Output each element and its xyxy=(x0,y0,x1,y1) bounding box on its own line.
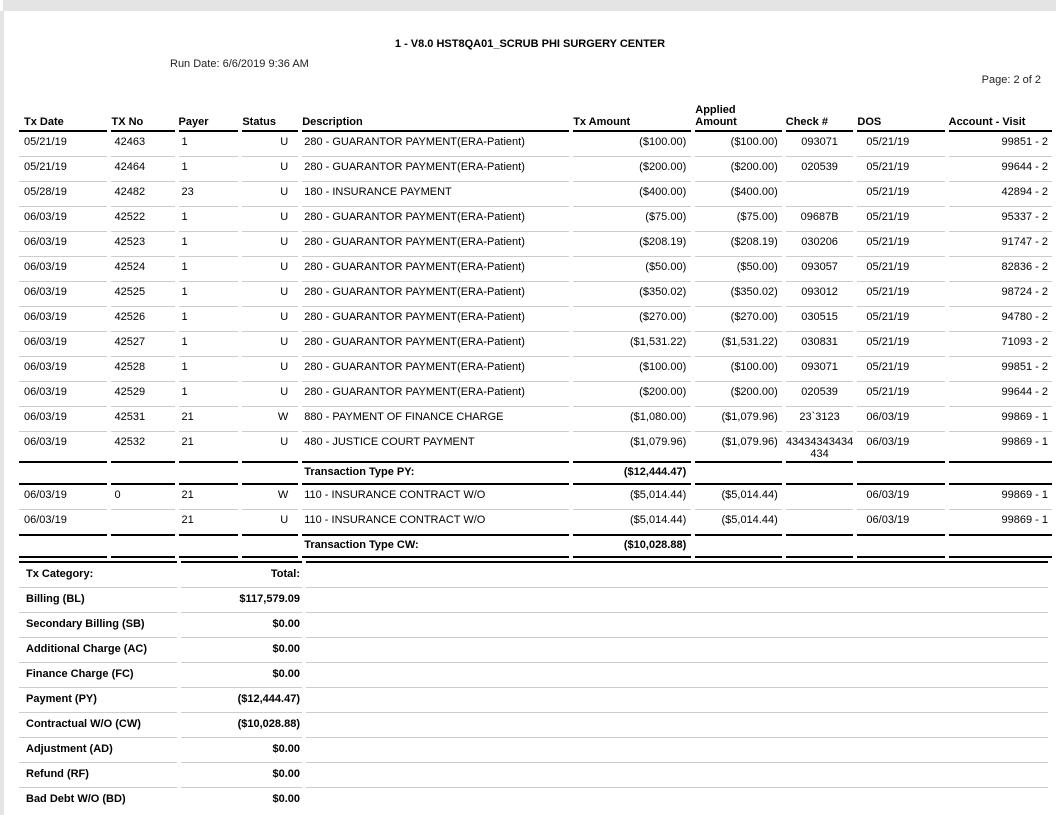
cell-account: 99869 - 1 xyxy=(1001,436,1048,448)
cell-status: U xyxy=(280,436,289,448)
cell-account: 99851 - 2 xyxy=(949,357,1052,382)
cell-applied: ($1,079.96) xyxy=(695,407,781,432)
cell-check: 23`3123 xyxy=(786,407,854,432)
cell-tx_date: 06/03/19 xyxy=(19,407,107,432)
transaction-row xyxy=(19,510,1052,534)
cell-payer: 1 xyxy=(179,382,239,407)
cell-tx_no: 42527 xyxy=(111,332,174,357)
cell-applied: ($50.00) xyxy=(695,257,781,282)
cell-payer: 1 xyxy=(179,207,239,232)
summary-category-value: $0.00 xyxy=(181,663,302,688)
cell-dos: 06/03/19 xyxy=(866,514,910,526)
cell-dos: 05/21/19 xyxy=(857,257,944,282)
window-corner-notch xyxy=(0,0,3,11)
cell-account: 95337 - 2 xyxy=(949,207,1052,232)
cell-tx_amount: ($350.02) xyxy=(573,282,691,307)
column-header-payer: Payer xyxy=(179,104,239,132)
cell-tx_no: 42529 xyxy=(111,382,174,407)
column-header-tx_no: TX No xyxy=(111,104,174,132)
cell-account: 94780 - 2 xyxy=(949,307,1052,332)
cell-tx_amount: ($200.00) xyxy=(573,157,691,182)
summary-category-label: Refund (RF) xyxy=(19,763,177,788)
summary-row xyxy=(19,738,1048,763)
cell-payer: 1 xyxy=(179,132,239,157)
cell-tx_no: 42482 xyxy=(111,182,174,207)
summary-row xyxy=(19,638,1048,663)
cell-empty xyxy=(242,534,298,558)
cell-description: 280 - GUARANTOR PAYMENT(ERA-Patient) xyxy=(302,132,569,157)
summary-category-label: Bad Debt W/O (BD) xyxy=(26,793,126,805)
summary-row xyxy=(19,788,1048,812)
cell-tx_date: 06/03/19 xyxy=(19,307,107,332)
cell-account: 99869 - 1 xyxy=(949,485,1052,510)
summary-category-value: $0.00 xyxy=(181,763,302,788)
cell-dos: 05/21/19 xyxy=(857,207,944,232)
summary-row-filler xyxy=(306,688,1048,713)
cell-status: U xyxy=(242,207,298,232)
transaction-row xyxy=(19,207,1052,232)
summary-category-label: Contractual W/O (CW) xyxy=(19,713,177,738)
cell-empty xyxy=(111,461,174,485)
transaction-row xyxy=(19,182,1052,207)
cell-dos: 05/21/19 xyxy=(857,157,944,182)
cell-empty xyxy=(786,534,854,558)
summary-category-label: Billing (BL) xyxy=(19,588,177,613)
column-header-status: Status xyxy=(242,104,298,132)
cell-dos: 05/21/19 xyxy=(857,307,944,332)
cell-tx_amount: ($1,080.00) xyxy=(573,407,691,432)
cell-account: 99644 - 2 xyxy=(949,157,1052,182)
cell-check: 093071 xyxy=(786,132,854,157)
summary-row xyxy=(19,688,1048,713)
cell-description: 280 - GUARANTOR PAYMENT(ERA-Patient) xyxy=(302,207,569,232)
cell-status: U xyxy=(242,182,298,207)
cell-tx_amount: ($50.00) xyxy=(573,257,691,282)
cell-tx_date: 05/21/19 xyxy=(19,132,107,157)
cell-empty xyxy=(786,461,854,485)
cell-status: U xyxy=(242,282,298,307)
cell-account: 71093 - 2 xyxy=(949,332,1052,357)
cell-status: U xyxy=(242,132,298,157)
cell-check: 030831 xyxy=(786,332,854,357)
cell-tx_amount: ($5,014.44) xyxy=(573,485,691,510)
transaction-type-total-amount: ($10,028.88) xyxy=(573,534,691,558)
summary-header-category: Tx Category: xyxy=(19,561,177,588)
cell-check: 093071 xyxy=(786,357,854,382)
cell-tx_no: 42532 xyxy=(114,436,146,448)
transaction-row xyxy=(19,382,1052,407)
cell-dos: 06/03/19 xyxy=(866,436,910,448)
cell-tx_date: 06/03/19 xyxy=(19,332,107,357)
transaction-row xyxy=(19,132,1052,157)
cell-dos: 06/03/19 xyxy=(857,407,944,432)
cell-empty xyxy=(111,534,174,558)
cell-tx_amount: ($208.19) xyxy=(573,232,691,257)
cell-empty xyxy=(179,534,239,558)
transaction-type-total-amount: ($12,444.47) xyxy=(573,461,691,485)
cell-tx_date: 05/21/19 xyxy=(19,157,107,182)
transaction-row xyxy=(19,307,1052,332)
cell-status: U xyxy=(242,307,298,332)
cell-tx_amount: ($400.00) xyxy=(573,182,691,207)
cell-description: 280 - GUARANTOR PAYMENT(ERA-Patient) xyxy=(302,232,569,257)
cell-status: U xyxy=(280,514,289,526)
cell-tx_no: 42531 xyxy=(111,407,174,432)
report-page xyxy=(4,11,1056,815)
transaction-type-total-row xyxy=(19,534,1052,558)
cell-dos: 05/21/19 xyxy=(857,382,944,407)
column-header-tx_date: Tx Date xyxy=(19,104,107,132)
summary-row xyxy=(19,713,1048,738)
cell-payer: 21 xyxy=(181,436,194,448)
summary-row xyxy=(19,613,1048,638)
cell-tx_no: 42522 xyxy=(111,207,174,232)
cell-applied: ($5,014.44) xyxy=(721,514,778,526)
run-date-label: Run Date: 6/6/2019 9:36 AM xyxy=(170,58,309,70)
cell-empty xyxy=(695,534,781,558)
cell-dos: 05/21/19 xyxy=(857,182,944,207)
cell-description: 480 - JUSTICE COURT PAYMENT xyxy=(304,436,475,448)
cell-payer: 1 xyxy=(179,257,239,282)
cell-applied: ($100.00) xyxy=(695,132,781,157)
cell-tx_amount: ($1,079.96) xyxy=(630,436,687,448)
cell-account: 99869 - 1 xyxy=(949,407,1052,432)
summary-header-filler xyxy=(306,561,1048,588)
cell-check: 020539 xyxy=(786,157,854,182)
cell-applied: ($1,079.96) xyxy=(721,436,778,448)
cell-check xyxy=(786,510,854,534)
cell-account: 99644 - 2 xyxy=(949,382,1052,407)
summary-row-filler xyxy=(306,788,1048,812)
cell-dos: 06/03/19 xyxy=(857,485,944,510)
cell-payer: 1 xyxy=(179,332,239,357)
summary-category-label: Adjustment (AD) xyxy=(19,738,177,763)
cell-description: 280 - GUARANTOR PAYMENT(ERA-Patient) xyxy=(302,382,569,407)
cell-account: 99851 - 2 xyxy=(949,132,1052,157)
cell-tx_date: 06/03/19 xyxy=(24,514,67,526)
cell-tx_no: 0 xyxy=(111,485,174,510)
cell-tx_no: 42463 xyxy=(111,132,174,157)
cell-check: 43434343434434 xyxy=(785,436,854,460)
cell-applied: ($200.00) xyxy=(695,382,781,407)
summary-row xyxy=(19,663,1048,688)
cell-tx_date: 06/03/19 xyxy=(19,485,107,510)
column-header-tx_amount: Tx Amount xyxy=(573,104,691,132)
cell-tx_no: 42523 xyxy=(111,232,174,257)
cell-payer: 1 xyxy=(179,307,239,332)
cell-applied: ($350.02) xyxy=(695,282,781,307)
cell-description: 280 - GUARANTOR PAYMENT(ERA-Patient) xyxy=(302,307,569,332)
cell-check: 030206 xyxy=(786,232,854,257)
cell-description: 280 - GUARANTOR PAYMENT(ERA-Patient) xyxy=(302,357,569,382)
cell-payer: 1 xyxy=(179,232,239,257)
cell-applied: ($100.00) xyxy=(695,357,781,382)
cell-applied: ($270.00) xyxy=(695,307,781,332)
cell-tx_date: 06/03/19 xyxy=(19,257,107,282)
summary-row-filler xyxy=(306,588,1048,613)
cell-empty xyxy=(19,461,107,485)
cell-tx_amount: ($270.00) xyxy=(573,307,691,332)
cell-description: 180 - INSURANCE PAYMENT xyxy=(302,182,569,207)
transactions-table-header xyxy=(19,104,1052,132)
cell-description: 110 - INSURANCE CONTRACT W/O xyxy=(304,514,486,526)
cell-tx_amount: ($100.00) xyxy=(573,132,691,157)
cell-dos: 05/21/19 xyxy=(857,357,944,382)
summary-category-label: Finance Charge (FC) xyxy=(19,663,177,688)
cell-empty xyxy=(857,534,944,558)
column-header-applied: Applied Amount xyxy=(695,104,781,132)
cell-check: 030515 xyxy=(786,307,854,332)
cell-check: 09687B xyxy=(786,207,854,232)
summary-header-row xyxy=(19,561,1048,588)
cell-payer: 21 xyxy=(181,514,194,526)
cell-status: U xyxy=(242,257,298,282)
cell-description: 280 - GUARANTOR PAYMENT(ERA-Patient) xyxy=(302,282,569,307)
cell-empty xyxy=(695,461,781,485)
transaction-row xyxy=(19,357,1052,382)
transactions-table xyxy=(15,104,1056,558)
cell-check xyxy=(786,485,854,510)
cell-empty xyxy=(949,534,1052,558)
cell-tx_amount: ($100.00) xyxy=(573,357,691,382)
cell-status: U xyxy=(242,157,298,182)
transaction-row xyxy=(19,407,1052,432)
cell-check: 093012 xyxy=(786,282,854,307)
column-header-check: Check # xyxy=(786,104,854,132)
cell-account: 82836 - 2 xyxy=(949,257,1052,282)
cell-description: 280 - GUARANTOR PAYMENT(ERA-Patient) xyxy=(302,332,569,357)
transaction-row xyxy=(19,257,1052,282)
cell-tx_date: 06/03/19 xyxy=(19,382,107,407)
cell-payer: 1 xyxy=(179,157,239,182)
summary-row-filler xyxy=(306,738,1048,763)
cell-dos: 05/21/19 xyxy=(857,132,944,157)
summary-row-filler xyxy=(306,713,1048,738)
cell-applied: ($200.00) xyxy=(695,157,781,182)
cell-tx_no: 42524 xyxy=(111,257,174,282)
column-header-dos: DOS xyxy=(857,104,944,132)
page-number-label: Page: 2 of 2 xyxy=(981,74,1041,86)
cell-applied: ($1,531.22) xyxy=(695,332,781,357)
cell-dos: 05/21/19 xyxy=(857,232,944,257)
cell-account: 99869 - 1 xyxy=(1001,514,1048,526)
summary-row xyxy=(19,588,1048,613)
transaction-row xyxy=(19,157,1052,182)
summary-category-value: $0.00 xyxy=(272,793,300,805)
transaction-row xyxy=(19,282,1052,307)
summary-category-value: $117,579.09 xyxy=(181,588,302,613)
summary-row-filler xyxy=(306,638,1048,663)
cell-tx_no: 42528 xyxy=(111,357,174,382)
column-header-account: Account - Visit xyxy=(949,104,1052,132)
summary-category-value: ($12,444.47) xyxy=(181,688,302,713)
cell-tx_date: 06/03/19 xyxy=(19,207,107,232)
transaction-type-total-label: Transaction Type PY: xyxy=(302,461,569,485)
transaction-type-total-row xyxy=(19,461,1052,485)
cell-payer: 1 xyxy=(179,357,239,382)
summary-row-filler xyxy=(306,613,1048,638)
cell-payer: 1 xyxy=(179,282,239,307)
cell-empty xyxy=(19,534,107,558)
cell-status: U xyxy=(242,332,298,357)
cell-tx_amount: ($75.00) xyxy=(573,207,691,232)
cell-payer: 21 xyxy=(179,407,239,432)
cell-tx_amount: ($5,014.44) xyxy=(630,514,687,526)
cell-tx_amount: ($1,531.22) xyxy=(573,332,691,357)
summary-category-value: $0.00 xyxy=(181,613,302,638)
cell-check: 020539 xyxy=(786,382,854,407)
transaction-row xyxy=(19,432,1052,461)
cell-description: 880 - PAYMENT OF FINANCE CHARGE xyxy=(302,407,569,432)
cell-status: U xyxy=(242,357,298,382)
summary-category-label: Additional Charge (AC) xyxy=(19,638,177,663)
cell-check: 093057 xyxy=(786,257,854,282)
cell-tx_no: 42525 xyxy=(111,282,174,307)
cell-empty xyxy=(857,461,944,485)
cell-status: U xyxy=(242,232,298,257)
cell-tx_date: 06/03/19 xyxy=(19,282,107,307)
cell-dos: 05/21/19 xyxy=(857,332,944,357)
summary-category-value: $0.00 xyxy=(181,738,302,763)
cell-applied: ($75.00) xyxy=(695,207,781,232)
cell-empty xyxy=(949,461,1052,485)
summary-header-total: Total: xyxy=(181,561,302,588)
cell-account: 91747 - 2 xyxy=(949,232,1052,257)
cell-empty xyxy=(179,461,239,485)
summary-category-value: $0.00 xyxy=(181,638,302,663)
column-header-description: Description xyxy=(302,104,569,132)
cell-tx_date: 06/03/19 xyxy=(19,232,107,257)
cell-payer: 21 xyxy=(179,485,239,510)
transaction-row xyxy=(19,485,1052,510)
cell-status: W xyxy=(242,407,298,432)
cell-description: 280 - GUARANTOR PAYMENT(ERA-Patient) xyxy=(302,157,569,182)
cell-payer: 23 xyxy=(179,182,239,207)
cell-applied: ($208.19) xyxy=(695,232,781,257)
cell-dos: 05/21/19 xyxy=(857,282,944,307)
cell-tx_amount: ($200.00) xyxy=(573,382,691,407)
cell-applied: ($400.00) xyxy=(695,182,781,207)
summary-row xyxy=(19,763,1048,788)
cell-tx_no: 42526 xyxy=(111,307,174,332)
cell-tx_date: 06/03/19 xyxy=(19,357,107,382)
cell-description: 280 - GUARANTOR PAYMENT(ERA-Patient) xyxy=(302,257,569,282)
transaction-row xyxy=(19,332,1052,357)
transaction-row xyxy=(19,232,1052,257)
summary-category-label: Payment (PY) xyxy=(19,688,177,713)
cell-applied: ($5,014.44) xyxy=(695,485,781,510)
header-row xyxy=(19,104,1052,132)
cell-tx_no: 42464 xyxy=(111,157,174,182)
summary-category-value: ($10,028.88) xyxy=(181,713,302,738)
cell-description: 110 - INSURANCE CONTRACT W/O xyxy=(302,485,569,510)
cell-status: W xyxy=(242,485,298,510)
cell-empty xyxy=(242,461,298,485)
transaction-type-total-label: Transaction Type CW: xyxy=(302,534,569,558)
cell-tx_date: 06/03/19 xyxy=(24,436,67,448)
cell-check xyxy=(786,182,854,207)
cell-tx_date: 05/28/19 xyxy=(19,182,107,207)
cell-account: 42894 - 2 xyxy=(949,182,1052,207)
summary-category-label: Secondary Billing (SB) xyxy=(19,613,177,638)
cell-account: 98724 - 2 xyxy=(949,282,1052,307)
summary-row-filler xyxy=(306,663,1048,688)
report-title: 1 - V8.0 HST8QA01_SCRUB PHI SURGERY CENTER xyxy=(394,38,666,50)
cell-tx_no xyxy=(111,510,174,534)
cell-status: U xyxy=(242,382,298,407)
tx-category-summary-table xyxy=(15,561,1052,812)
summary-row-filler xyxy=(306,763,1048,788)
